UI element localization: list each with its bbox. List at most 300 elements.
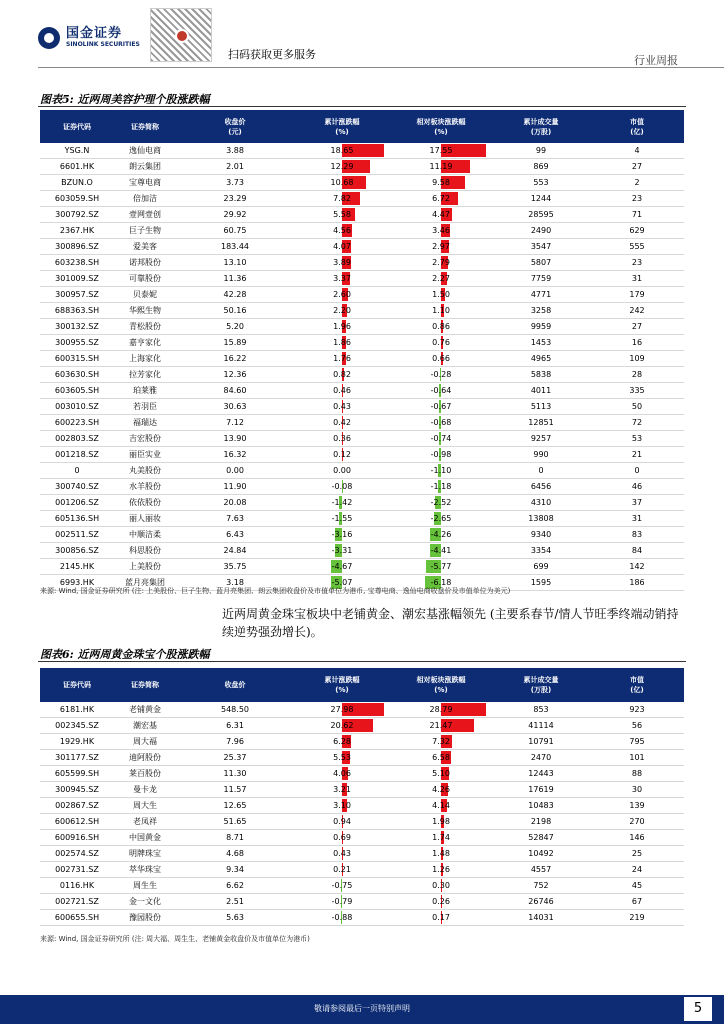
table-row	[40, 447, 684, 463]
table-cell: 2198	[492, 814, 590, 830]
table-cell: 6.31	[176, 718, 294, 734]
table-cell: 11.36	[176, 271, 294, 287]
table-cell: 300740.SZ	[40, 479, 114, 495]
table-cell: -5.77	[390, 559, 492, 575]
column-header: 累计涨跌幅 (%)	[294, 668, 390, 702]
table-cell: 600916.SH	[40, 830, 114, 846]
table-row	[40, 910, 684, 926]
table-cell: 11.90	[176, 479, 294, 495]
table-cell: 4771	[492, 287, 590, 303]
column-header: 收盘价	[176, 668, 294, 702]
table-row	[40, 750, 684, 766]
table-cell: 6456	[492, 479, 590, 495]
table-cell: 贝泰妮	[114, 287, 176, 303]
table-cell: 周生生	[114, 878, 176, 894]
table-cell: 6.62	[176, 878, 294, 894]
table-cell: 0.66	[390, 351, 492, 367]
table-cell: 923	[590, 702, 684, 718]
table-cell: 17.55	[390, 143, 492, 159]
table-cell: 0.86	[390, 319, 492, 335]
table-cell: -1.42	[294, 495, 390, 511]
table-cell: 51.65	[176, 814, 294, 830]
table-cell: 5.10	[390, 766, 492, 782]
table-cell: 3.73	[176, 175, 294, 191]
table-cell: 31	[590, 511, 684, 527]
table-cell: 9959	[492, 319, 590, 335]
table-cell: -0.98	[390, 447, 492, 463]
table-cell: 中顺洁柔	[114, 527, 176, 543]
commentary-paragraph: 近两周黄金珠宝板块中老铺黄金、潮宏基涨幅领先 (主要系春节/情人节旺季终端动销持续逆势强劲增长)。	[222, 607, 679, 639]
table-cell: -6.18	[390, 575, 492, 591]
table-cell: 11.30	[176, 766, 294, 782]
table-cell: 24	[590, 862, 684, 878]
table-cell: 1.26	[390, 862, 492, 878]
table-row	[40, 495, 684, 511]
table-cell: 10492	[492, 846, 590, 862]
column-header: 证券简称	[114, 668, 176, 702]
table-cell: 11.19	[390, 159, 492, 175]
table-cell: 605599.SH	[40, 766, 114, 782]
table-cell: 拉芳家化	[114, 367, 176, 383]
table-cell: 20.08	[176, 495, 294, 511]
table-cell: 37	[590, 495, 684, 511]
table-cell: 丽人丽妆	[114, 511, 176, 527]
table-cell: 17619	[492, 782, 590, 798]
table-cell: 88	[590, 766, 684, 782]
table-cell: 吉宏股份	[114, 431, 176, 447]
table-row	[40, 702, 684, 718]
table-cell: 3354	[492, 543, 590, 559]
table-row	[40, 399, 684, 415]
table-row	[40, 287, 684, 303]
table-row	[40, 894, 684, 910]
table-cell: 0116.HK	[40, 878, 114, 894]
table-cell: -0.64	[390, 383, 492, 399]
table-row	[40, 335, 684, 351]
table-cell: 周大福	[114, 734, 176, 750]
table-cell: 2367.HK	[40, 223, 114, 239]
table-cell: 335	[590, 383, 684, 399]
table-cell: 12.65	[176, 798, 294, 814]
table-cell: 1.48	[390, 846, 492, 862]
table-cell: 16.32	[176, 447, 294, 463]
table-cell: 宝尊电商	[114, 175, 176, 191]
table-cell: 爱美客	[114, 239, 176, 255]
logo-name-en: SINOLINK SECURITIES	[66, 41, 140, 48]
table-cell: 6.28	[294, 734, 390, 750]
table-cell: 26746	[492, 894, 590, 910]
table-cell: 83	[590, 527, 684, 543]
table-cell: 600612.SH	[40, 814, 114, 830]
page-number: 5	[684, 997, 712, 1021]
table-cell: BZUN.O	[40, 175, 114, 191]
table-row	[40, 383, 684, 399]
table-cell: -2.65	[390, 511, 492, 527]
table-cell: 巨子生物	[114, 223, 176, 239]
table-cell: 3.10	[294, 798, 390, 814]
table-cell: 27	[590, 319, 684, 335]
figure6-source-note: 来源: Wind, 国金证券研究所 (注: 周大福、周生生、老铺黄金收盘价及市值单位为港币)	[40, 935, 310, 943]
table-cell: 5113	[492, 399, 590, 415]
table-cell: 3.18	[176, 575, 294, 591]
table-cell: 23.29	[176, 191, 294, 207]
table-row	[40, 367, 684, 383]
table-cell: 0.43	[294, 399, 390, 415]
table-cell: 嘉亨家化	[114, 335, 176, 351]
table-cell: 219	[590, 910, 684, 926]
table-cell: 2.27	[390, 271, 492, 287]
table-cell: 301177.SZ	[40, 750, 114, 766]
table-cell: 3.37	[294, 271, 390, 287]
table-cell: 603630.SH	[40, 367, 114, 383]
table-cell: 101	[590, 750, 684, 766]
table-cell: 10483	[492, 798, 590, 814]
table-cell: 3547	[492, 239, 590, 255]
table-cell: 1244	[492, 191, 590, 207]
table-cell: -0.08	[294, 479, 390, 495]
table-cell: 明牌珠宝	[114, 846, 176, 862]
table-row	[40, 543, 684, 559]
table-cell: 迪阿股份	[114, 750, 176, 766]
figure5-table	[40, 110, 684, 591]
table-cell: 699	[492, 559, 590, 575]
table-row	[40, 239, 684, 255]
table-cell: 183.44	[176, 239, 294, 255]
table-cell: 倍加洁	[114, 191, 176, 207]
table-cell: 300957.SZ	[40, 287, 114, 303]
table-cell: 629	[590, 223, 684, 239]
table-cell: 72	[590, 415, 684, 431]
table-cell: 46	[590, 479, 684, 495]
table-cell: 豫园股份	[114, 910, 176, 926]
table-cell: 52847	[492, 830, 590, 846]
table-cell: 5.20	[176, 319, 294, 335]
table-cell: 84	[590, 543, 684, 559]
table-cell: 7.96	[176, 734, 294, 750]
table-cell: 0.82	[294, 367, 390, 383]
table-cell: 300955.SZ	[40, 335, 114, 351]
table-cell: 7759	[492, 271, 590, 287]
figure5-rule	[38, 106, 686, 107]
table-cell: 1929.HK	[40, 734, 114, 750]
table-cell: 600655.SH	[40, 910, 114, 926]
table-cell: 27.98	[294, 702, 390, 718]
table-cell: 35.75	[176, 559, 294, 575]
table-cell: 002867.SZ	[40, 798, 114, 814]
table-cell: 869	[492, 159, 590, 175]
table-cell: 20.62	[294, 718, 390, 734]
table-cell: 15.89	[176, 335, 294, 351]
figure6-table	[40, 668, 684, 926]
table-cell: 0	[492, 463, 590, 479]
table-cell: 28.79	[390, 702, 492, 718]
table-cell: 2.20	[294, 303, 390, 319]
table-row	[40, 734, 684, 750]
table-cell: 7.32	[390, 734, 492, 750]
figure6-rule	[38, 661, 686, 662]
table-cell: 蓝月亮集团	[114, 575, 176, 591]
table-cell: 4965	[492, 351, 590, 367]
table-cell: 5.58	[294, 207, 390, 223]
table-cell: 4.06	[294, 766, 390, 782]
table-cell: 水羊股份	[114, 479, 176, 495]
table-cell: 0.21	[294, 862, 390, 878]
table-cell: 4.26	[390, 782, 492, 798]
table-cell: 5.63	[176, 910, 294, 926]
table-cell: 2.60	[294, 287, 390, 303]
table-cell: 11.57	[176, 782, 294, 798]
table-cell: 23	[590, 191, 684, 207]
table-cell: 001206.SZ	[40, 495, 114, 511]
table-cell: 5807	[492, 255, 590, 271]
table-cell: 1.76	[294, 351, 390, 367]
column-header: 市值 (亿)	[590, 668, 684, 702]
table-cell: 12.36	[176, 367, 294, 383]
table-cell: -5.07	[294, 575, 390, 591]
report-type: 行业周报	[634, 54, 678, 67]
table-cell: 13.10	[176, 255, 294, 271]
table-row	[40, 303, 684, 319]
table-cell: 605136.SH	[40, 511, 114, 527]
table-cell: 6181.HK	[40, 702, 114, 718]
table-cell: 1.74	[390, 830, 492, 846]
table-row	[40, 559, 684, 575]
qr-code-icon	[150, 8, 212, 62]
table-cell: 688363.SH	[40, 303, 114, 319]
table-cell: 186	[590, 575, 684, 591]
table-cell: 1.10	[390, 303, 492, 319]
table-cell: 华熙生物	[114, 303, 176, 319]
table-cell: 4.56	[294, 223, 390, 239]
table-cell: -4.26	[390, 527, 492, 543]
table-row	[40, 479, 684, 495]
table-cell: 4	[590, 143, 684, 159]
header-divider	[38, 67, 724, 68]
table-cell: 002803.SZ	[40, 431, 114, 447]
table-cell: 0.17	[390, 910, 492, 926]
table-cell: -3.31	[294, 543, 390, 559]
page-footer	[0, 995, 724, 1024]
table-cell: -0.74	[390, 431, 492, 447]
table-cell: 002574.SZ	[40, 846, 114, 862]
table-cell: 1453	[492, 335, 590, 351]
table-cell: -4.41	[390, 543, 492, 559]
table-cell: 上海家化	[114, 351, 176, 367]
table-cell: 53	[590, 431, 684, 447]
table-cell: 可靠股份	[114, 271, 176, 287]
table-cell: 27	[590, 159, 684, 175]
table-row	[40, 814, 684, 830]
table-cell: 6.72	[390, 191, 492, 207]
column-header: 证券简称	[114, 110, 176, 143]
table-cell: 25.37	[176, 750, 294, 766]
table-cell: 中国黄金	[114, 830, 176, 846]
table-cell: YSG.N	[40, 143, 114, 159]
table-header-row	[40, 110, 684, 143]
table-cell: 139	[590, 798, 684, 814]
table-cell: -4.67	[294, 559, 390, 575]
table-cell: 周大生	[114, 798, 176, 814]
table-cell: 上美股份	[114, 559, 176, 575]
logo-name-cn: 国金证券	[66, 26, 123, 41]
table-cell: 0.30	[390, 878, 492, 894]
table-cell: 31	[590, 271, 684, 287]
table-cell: 001218.SZ	[40, 447, 114, 463]
disclaimer-text: 敬请参阅最后一页特别声明	[314, 1004, 410, 1013]
table-cell: 603059.SH	[40, 191, 114, 207]
table-cell: 600315.SH	[40, 351, 114, 367]
table-row	[40, 415, 684, 431]
table-cell: 300792.SZ	[40, 207, 114, 223]
table-cell: -0.28	[390, 367, 492, 383]
table-cell: 0	[40, 463, 114, 479]
table-cell: 2.79	[390, 255, 492, 271]
table-cell: 795	[590, 734, 684, 750]
table-cell: 2.97	[390, 239, 492, 255]
table-cell: 丽臣实业	[114, 447, 176, 463]
table-cell: 603605.SH	[40, 383, 114, 399]
table-cell: 30.63	[176, 399, 294, 415]
table-cell: 1595	[492, 575, 590, 591]
table-cell: 8.71	[176, 830, 294, 846]
table-cell: 2	[590, 175, 684, 191]
table-cell: 曼卡龙	[114, 782, 176, 798]
table-row	[40, 798, 684, 814]
table-cell: 002721.SZ	[40, 894, 114, 910]
table-row	[40, 191, 684, 207]
table-cell: 老铺黄金	[114, 702, 176, 718]
page-header	[0, 0, 724, 67]
column-header: 证券代码	[40, 110, 114, 143]
table-cell: 1.50	[390, 287, 492, 303]
table-cell: 2145.HK	[40, 559, 114, 575]
table-cell: 0.00	[176, 463, 294, 479]
table-cell: 7.82	[294, 191, 390, 207]
table-cell: 300132.SZ	[40, 319, 114, 335]
table-cell: 0.43	[294, 846, 390, 862]
table-row	[40, 431, 684, 447]
table-cell: 5838	[492, 367, 590, 383]
table-cell: 752	[492, 878, 590, 894]
table-row	[40, 862, 684, 878]
table-cell: 莱百股份	[114, 766, 176, 782]
table-cell: 6993.HK	[40, 575, 114, 591]
table-cell: 9.34	[176, 862, 294, 878]
table-cell: 2.51	[176, 894, 294, 910]
table-cell: 金一文化	[114, 894, 176, 910]
table-cell: -0.75	[294, 878, 390, 894]
table-cell: 109	[590, 351, 684, 367]
table-cell: -1.10	[390, 463, 492, 479]
table-cell: 若羽臣	[114, 399, 176, 415]
table-cell: 0.36	[294, 431, 390, 447]
table-cell: 老凤祥	[114, 814, 176, 830]
table-cell: 潮宏基	[114, 718, 176, 734]
table-cell: 41114	[492, 718, 590, 734]
table-cell: 50	[590, 399, 684, 415]
table-cell: 23	[590, 255, 684, 271]
table-cell: 丸美股份	[114, 463, 176, 479]
table-cell: 242	[590, 303, 684, 319]
table-row	[40, 718, 684, 734]
table-cell: 270	[590, 814, 684, 830]
table-cell: 1.96	[294, 319, 390, 335]
table-cell: 21.47	[390, 718, 492, 734]
figure5-title: 图表5: 近两周美容护理个股涨跌幅	[40, 93, 210, 106]
table-cell: 依依股份	[114, 495, 176, 511]
table-cell: 5.53	[294, 750, 390, 766]
table-cell: 42.28	[176, 287, 294, 303]
table-cell: 3.89	[294, 255, 390, 271]
table-row	[40, 527, 684, 543]
table-cell: 002345.SZ	[40, 718, 114, 734]
table-cell: 10.68	[294, 175, 390, 191]
table-cell: 福瑞达	[114, 415, 176, 431]
table-cell: 2.01	[176, 159, 294, 175]
table-cell: 6601.HK	[40, 159, 114, 175]
table-row	[40, 846, 684, 862]
table-cell: 16	[590, 335, 684, 351]
table-cell: 179	[590, 287, 684, 303]
table-cell: 0.94	[294, 814, 390, 830]
column-header: 累计成交量 (万股)	[492, 668, 590, 702]
column-header: 累计涨跌幅 (%)	[294, 110, 390, 143]
table-cell: 朗云集团	[114, 159, 176, 175]
table-cell: 4.68	[176, 846, 294, 862]
table-cell: 4.47	[390, 207, 492, 223]
table-cell: -3.16	[294, 527, 390, 543]
table-row	[40, 271, 684, 287]
table-cell: 56	[590, 718, 684, 734]
table-cell: 300896.SZ	[40, 239, 114, 255]
table-cell: 30	[590, 782, 684, 798]
table-cell: 603238.SH	[40, 255, 114, 271]
table-cell: 50.16	[176, 303, 294, 319]
table-cell: 2490	[492, 223, 590, 239]
column-header: 相对板块涨跌幅 (%)	[390, 110, 492, 143]
table-cell: 3.46	[390, 223, 492, 239]
table-cell: 1.98	[390, 814, 492, 830]
table-cell: -0.67	[390, 399, 492, 415]
table-cell: 60.75	[176, 223, 294, 239]
table-cell: 12851	[492, 415, 590, 431]
table-cell: 4011	[492, 383, 590, 399]
table-cell: 0.69	[294, 830, 390, 846]
table-cell: 0.76	[390, 335, 492, 351]
table-row	[40, 766, 684, 782]
column-header: 收盘价 (元)	[176, 110, 294, 143]
table-cell: 1.86	[294, 335, 390, 351]
table-row	[40, 223, 684, 239]
table-cell: 12443	[492, 766, 590, 782]
table-cell: 3.88	[176, 143, 294, 159]
scan-hint: 扫码获取更多服务	[228, 48, 316, 61]
logo-icon	[38, 27, 60, 49]
table-cell: -0.88	[294, 910, 390, 926]
table-cell: -2.52	[390, 495, 492, 511]
table-cell: 003010.SZ	[40, 399, 114, 415]
table-row	[40, 319, 684, 335]
company-logo	[38, 27, 140, 49]
column-header: 市值 (亿)	[590, 110, 684, 143]
table-cell: 555	[590, 239, 684, 255]
table-cell: 3258	[492, 303, 590, 319]
table-cell: 21	[590, 447, 684, 463]
table-cell: 18.65	[294, 143, 390, 159]
table-row	[40, 830, 684, 846]
table-cell: -1.18	[390, 479, 492, 495]
table-cell: 壹网壹创	[114, 207, 176, 223]
